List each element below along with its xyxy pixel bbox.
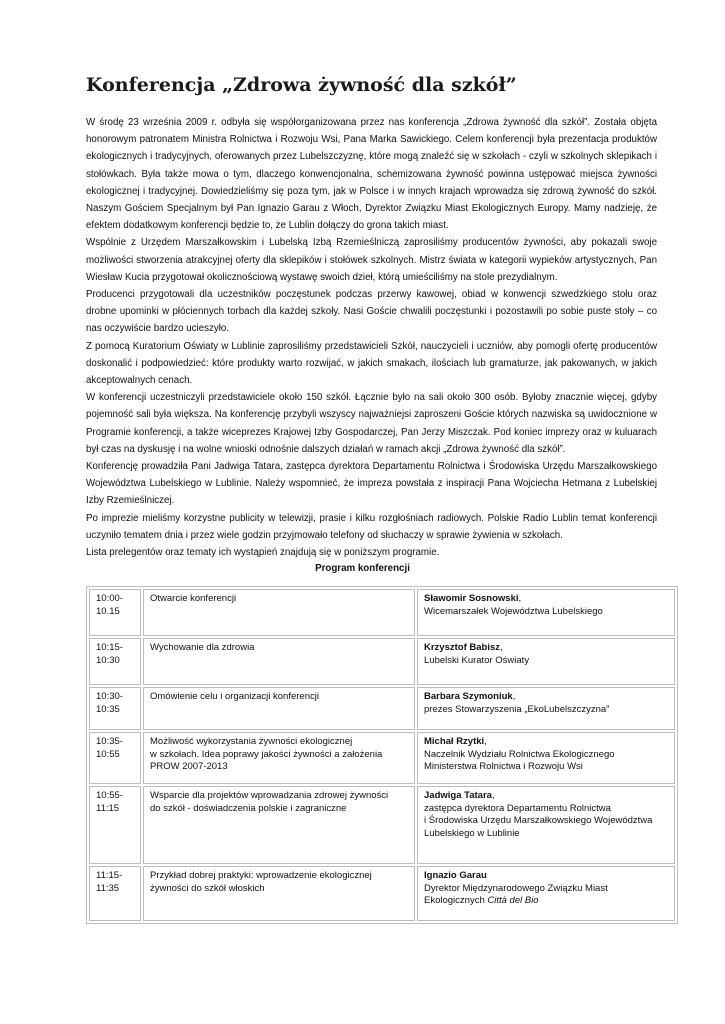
program-topic: Omówienie celu i organizacji konferencji [143, 687, 415, 730]
program-topic: Przykład dobrej praktyki: wprowadzenie ekologicznej żywności do szkół włoskich [143, 866, 415, 921]
speaker-role: Dyrektor Międzynarodowego Związku Miast Ekologicznych [424, 882, 608, 906]
program-speaker [417, 866, 675, 921]
program-topic: Otwarcie konferencji [143, 589, 415, 636]
paragraph: Lista prelegentów oraz tematy ich wystąpień znajdują się w poniższym programie. [86, 547, 440, 559]
program-time: 10:55- 11:15 [89, 786, 141, 864]
paragraph: Producenci przygotowali dla uczestników poczęstunek podczas przerwy kawowej, obiad w konwencji szwedzkiego stołu oraz drobne upominki w płóciennych torbach dla każdej szkoły. Nasi Goście chwalili poczęstunki i pozostawili po sobie puste stoły – co nas oczywiście bardzo ucieszyło. [86, 289, 657, 335]
program-time: 10:30- 10:35 [89, 687, 141, 730]
speaker-name-line [424, 691, 668, 704]
paragraph: W konferencji uczestniczyli przedstawiciele około 150 szkół. Łącznie było na sali około 300 osób. Byłoby znacznie więcej, gdyby pojemność sali była większa. Na konferencję przybyli wszyscy najważniejsi zaproszeni Goście których nazwiska są uwidocznione w Programie konferencji, a także wiceprezes Krajowej Izby Gospodarczej, Pan Jerzy Miszczak. Pod koniec imprezy oraz w kuluarach był czas na dyskusję i na wolne wnioski odnośnie dalszych działań w ramach akcji „Zdrowa żywność dla szkół”. [86, 392, 657, 455]
program-row [89, 687, 675, 730]
program-time: 10:15- 10:30 [89, 638, 141, 685]
speaker-role: prezes Stowarzyszenia „EkoLubelszczyzna” [424, 703, 610, 715]
program-topic: Wsparcie dla projektów wprowadzania zdrowej żywności do szkół - doświadczenia polskie i zagraniczne [143, 786, 415, 864]
paragraph: Po imprezie mieliśmy korzystne publicity w telewizji, prasie i kilku rozgłośniach radiowych. Polskie Radio Lublin temat konferencji uczyniło tematem dnia i przez wiele godzin przyjmowało telefony od słuchaczy w sprawie żywienia w szkołach. [86, 512, 657, 541]
page-title: Konferencja „Zdrowa żywność dla szkół” [86, 74, 517, 96]
speaker-name-line [424, 790, 668, 803]
speaker-role-line [424, 883, 668, 908]
program-speaker [417, 732, 675, 784]
speaker-name: Michał Rzytki [424, 736, 485, 747]
speaker-name: Ignazio Garau [424, 870, 487, 881]
speaker-role-line [424, 704, 668, 717]
speaker-role-line [424, 803, 668, 841]
speaker-role: zastępca dyrektora Departamentu Rolnictwa i Środowiska Urzędu Marszałkowskiego Województwa Lubelskiego w Lublinie [424, 802, 653, 839]
program-topic: Możliwość wykorzystania żywności ekologicznej w szkołach. Idea poprawy jakości żywności a założenia PROW 2007-2013 [143, 732, 415, 784]
speaker-name: Barbara Szymoniuk [424, 691, 513, 702]
program-speaker [417, 687, 675, 730]
speaker-role: Naczelnik Wydziału Rolnictwa Ekologicznego Ministerstwa Rolnictwa i Rozwoju Wsi [424, 748, 615, 772]
program-table [86, 586, 678, 924]
speaker-name: Sławomir Sosnowski [424, 593, 519, 604]
program-title: Program konferencji [315, 563, 410, 574]
program-topic: Wychowanie dla zdrowia [143, 638, 415, 685]
speaker-role-line [424, 655, 668, 668]
paragraph: Z pomocą Kuratorium Oświaty w Lublinie zaprosiliśmy przedstawicieli Szkół, nauczycieli i uczniów, aby pomogli ofertę producentów doskonalić i podpowiedzieć: które produkty warto rozwijać, w jakich smakach, ilościach lub gramaturze, jak pakowanych, w jakich akceptowalnych cenach. [86, 340, 657, 387]
speaker-role: Wicemarszałek Województwa Lubelskiego [424, 605, 603, 617]
paragraph: Konferencję prowadziła Pani Jadwiga Tatara, zastępca dyrektora Departamentu Rolnictwa i Środowiska Urzędu Marszałkowskiego Województwa Lubelskiego w Lublinie. Należy wspomnieć, że impreza powstała z inspiracji Pana Wojciecha Hetmana z Lubelskiej Izby Rzemieślniczej. [86, 461, 657, 507]
speaker-name-line [424, 593, 668, 606]
program-speaker [417, 786, 675, 864]
speaker-name: Krzysztof Babisz [424, 642, 501, 653]
speaker-role: Lubelski Kurator Oświaty [424, 654, 530, 666]
speaker-role-italic: Città del Bio [487, 895, 539, 906]
program-speaker [417, 589, 675, 636]
program-time: 11:15- 11:35 [89, 866, 141, 921]
speaker-name-suffix: , [500, 642, 503, 653]
program-time: 10:00- 10.15 [89, 589, 141, 636]
program-row [89, 732, 675, 784]
speaker-role-line [424, 606, 668, 619]
speaker-name-line [424, 736, 668, 749]
speaker-name-suffix: , [512, 691, 516, 702]
speaker-name-suffix: , [484, 736, 487, 747]
speaker-name-suffix: , [518, 593, 522, 604]
paragraph: W środę 23 września 2009 r. odbyła się współorganizowana przez nas konferencja „Zdrowa żywność dla szkół”. Została objęta honorowym patronatem Ministra Rolnictwa i Rozwoju Wsi, Pana Marka Sawickiego. Celem konferencji była prezentacja produktów ekologicznych i tradycyjnych, oferowanych przez Lubelszczyznę, które mogą znaleźć się w szkołach - czyli w szkolnych sklepikach i stołówkach. Była także mowa o tym, dlaczego konwencjonalna, schemizowana żywność powinna ustępować miejsca żywności ekologicznej i tradycyjnej. Dowiedzieliśmy się poza tym, jak w Polsce i w innych krajach wprowadza się zdrową żywność do szkół. Naszym Gościem Specjalnym był Pan Ignazio Garau z Włoch, Dyrektor Związku Miast Ekologicznych Europy. Mamy nadzieję, że efektem dodatkowym konferencji będzie to, że Lublin dołączy do grona takich miast. [86, 117, 657, 232]
paragraph: Wspólnie z Urzędem Marszałkowskim i Lubelską Izbą Rzemieślniczą zaprosiliśmy producentów żywności, aby pokazali swoje możliwości stworzenia atrakcyjnej oferty dla sklepików i stołówek szkolnych. Mistrz świata w kategorii wypieków artystycznych, Pan Wiesław Kucia przygotował okolicznościową wystawę swoich dzieł, którą umieściliśmy na stole prezydialnym. [86, 237, 657, 283]
speaker-name: Jadwiga Tatara [424, 790, 492, 801]
speaker-role-line [424, 749, 668, 774]
program-speaker [417, 638, 675, 685]
article-body [86, 114, 657, 561]
program-row [89, 786, 675, 864]
speaker-name-line [424, 870, 668, 883]
program-time: 10:35- 10:55 [89, 732, 141, 784]
program-row [89, 638, 675, 685]
speaker-name-suffix: , [491, 790, 495, 801]
program-row [89, 866, 675, 921]
speaker-name-line [424, 642, 668, 655]
program-row [89, 589, 675, 636]
